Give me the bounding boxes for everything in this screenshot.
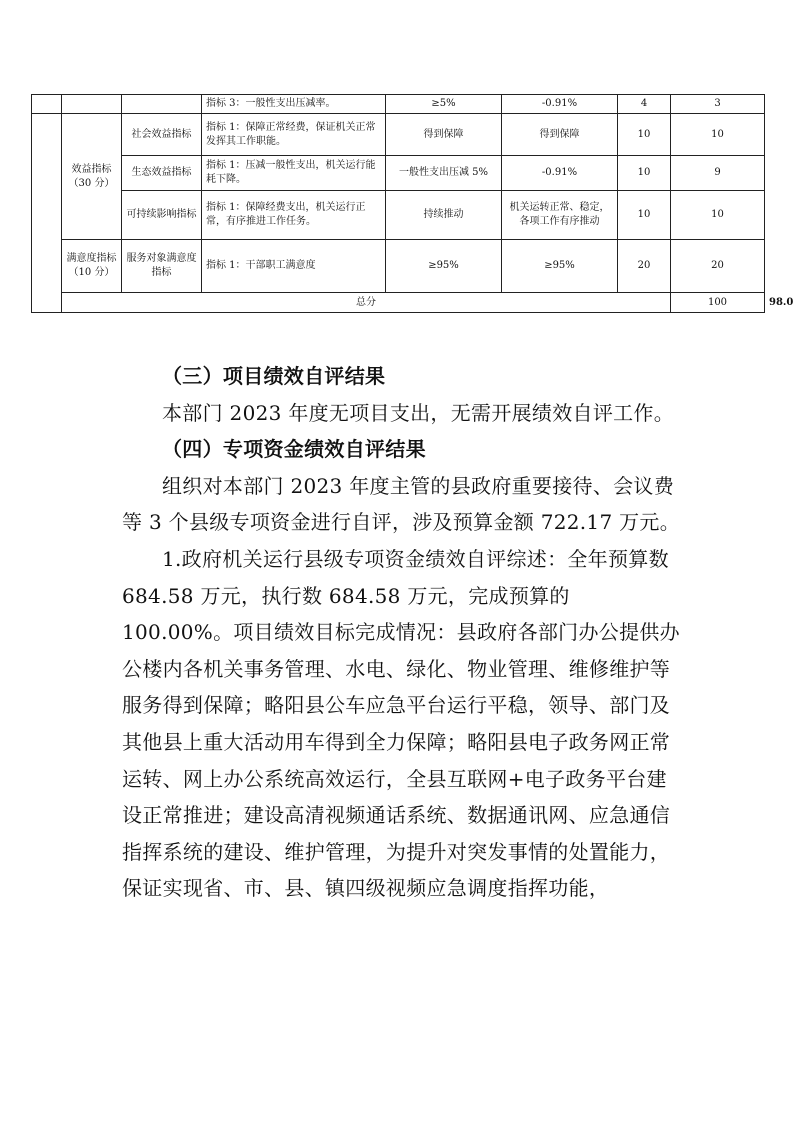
body-text [122, 358, 682, 907]
group-cell-benefit [62, 114, 122, 240]
table-cell [122, 95, 202, 114]
sub-indicator-cell: 生态效益指标 [122, 156, 202, 191]
table-row [32, 191, 765, 240]
weight-cell: 10 [618, 191, 671, 240]
performance-table [31, 94, 793, 313]
target-cell: ≥5% [386, 95, 502, 114]
score-cell: 3 [671, 95, 765, 114]
target-cell: 得到保障 [386, 114, 502, 156]
indicator-cell: 指标 1：干部职工满意度 [202, 240, 386, 293]
score-cell: 20 [671, 240, 765, 293]
table-row [32, 156, 765, 191]
section-heading: （四）专项资金绩效自评结果 [162, 437, 426, 462]
target-cell: ≥95% [386, 240, 502, 293]
table-row [32, 240, 765, 293]
target-cell: 一般性支出压减 5% [386, 156, 502, 191]
table-row [32, 114, 765, 156]
table-cell [62, 95, 122, 114]
actual-cell: -0.91% [502, 95, 618, 114]
weight-cell: 10 [618, 114, 671, 156]
weight-cell: 10 [618, 156, 671, 191]
score-cell: 10 [671, 191, 765, 240]
group-name: 满意度指标 [66, 253, 117, 264]
group-cell-satisfaction [62, 240, 122, 293]
indicator-cell: 指标 1：保障经费支出，机关运行正常，有序推进工作任务。 [202, 191, 386, 240]
sub-indicator-cell: 社会效益指标 [122, 114, 202, 156]
actual-cell: ≥95% [502, 240, 618, 293]
total-row: 总分 100 98.0 [32, 293, 765, 313]
table-row [32, 95, 765, 114]
paragraph: 1.政府机关运行县级专项资金绩效自评综述：全年预算数 684.58 万元，执行数 684.58 万元，完成预算的 100.00%。项目绩效目标完成情况：县政府各部门办公提供办公楼内各机关事务管理、水电、绿化、物业管理、维修维护等服务得到保障；略阳县公车应急平台运行平稳，领导、部门及其他县上重大活动用车得到全力保障；略阳县电子政务网正常运转、网上办公系统高效运行，全县互联网+电子政务平台建设正常推进；建设高清视频通话系统、数据通讯网、应急通信指挥系统的建设、维护管理，为提升对突发事情的处置能力，保证实现省、市、县、镇四级视频应急调度指挥功能， [122, 546, 680, 901]
indicator-cell: 指标 1：保障正常经费，保证机关正常发挥其工作职能。 [202, 114, 386, 156]
table-cell [32, 95, 62, 114]
indicator-cell: 指标 3：一般性支出压减率。 [202, 95, 386, 114]
indicator-cell: 指标 1：压减一般性支出，机关运行能耗下降。 [202, 156, 386, 191]
paragraph: 组织对本部门 2023 年度主管的县政府重要接待、会议费等 3 个县级专项资金进行自评，涉及预算金额 722.17 万元。 [122, 473, 681, 535]
actual-cell: 得到保障 [502, 114, 618, 156]
target-cell: 持续推动 [386, 191, 502, 240]
score-cell: 9 [671, 156, 765, 191]
group-name: 效益指标 [71, 163, 112, 175]
actual-cell: 机关运转正常、稳定，各项工作有序推动 [502, 191, 618, 240]
sub-indicator-cell: 服务对象满意度指标 [122, 240, 202, 293]
table-cell [32, 114, 62, 313]
total-weight: 100 [671, 293, 765, 313]
group-points: （10 分） [68, 267, 115, 278]
actual-cell: -0.91% [502, 156, 618, 191]
section-heading: （三）项目绩效自评结果 [162, 364, 386, 388]
weight-cell: 4 [618, 95, 671, 114]
total-label: 总分 [62, 293, 671, 313]
weight-cell: 20 [618, 240, 671, 293]
group-points: （30 分） [68, 177, 115, 189]
sub-indicator-cell: 可持续影响指标 [122, 191, 202, 240]
paragraph: 本部门 2023 年度无项目支出，无需开展绩效自评工作。 [162, 400, 675, 425]
score-cell: 10 [671, 114, 765, 156]
